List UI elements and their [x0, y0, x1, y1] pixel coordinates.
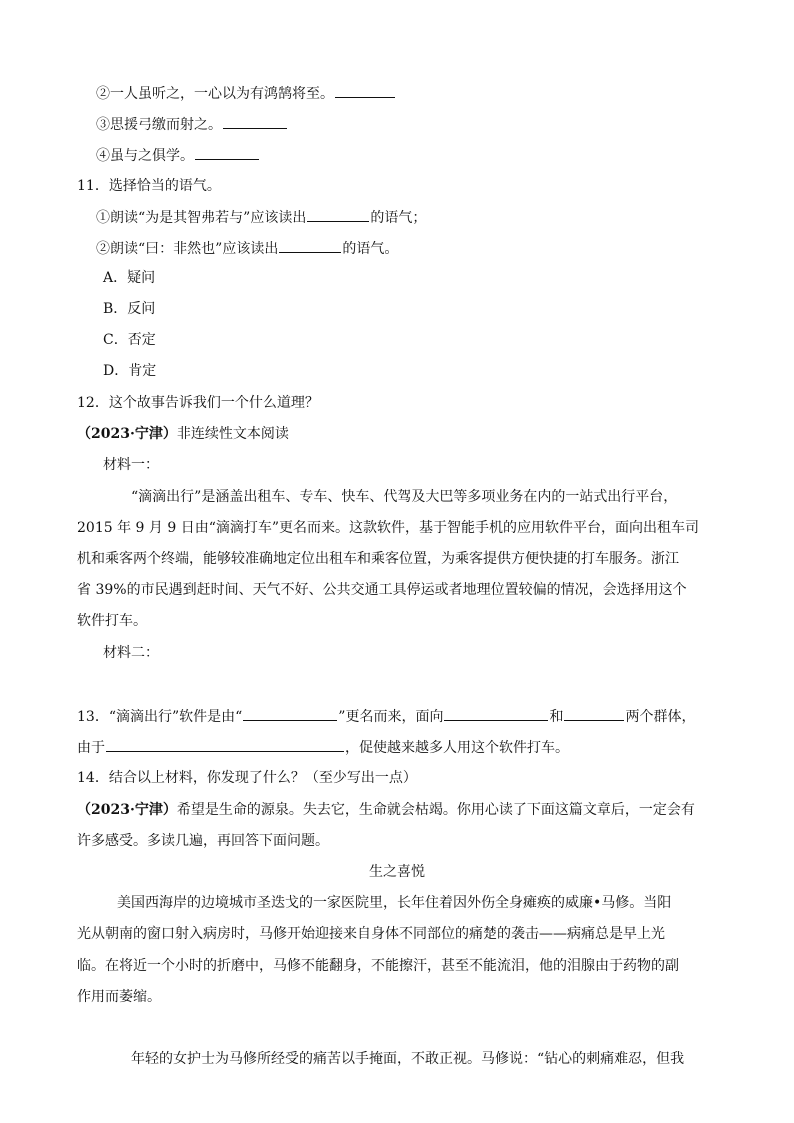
q10-item-2: ②一人虽听之，一心以为有鸿鹄将至。 — [96, 83, 396, 104]
q11-option-b[interactable]: B．反问 — [103, 301, 156, 317]
section1-heading: （2023·宁津）非连续性文本阅读 — [77, 426, 289, 442]
section2-intro-line-1: （2023·宁津）希望是生命的源泉。失去它，生命就会枯竭。你用心读了下面这篇文章后，一定会有 — [77, 802, 695, 818]
material1-line-2: 2015 年 9 月 9 日由“滴滴打车”更名而来。这款软件，基于智能手机的应用软件平台，面向出租车司 — [77, 520, 700, 536]
q11-option-a[interactable]: A．疑问 — [103, 270, 156, 286]
material1-line-1: “滴滴出行”是涵盖出租车、专车、快车、代驾及大巴等多项业务在内的一站式出行平台， — [131, 489, 678, 505]
q11-option-d[interactable]: D．肯定 — [103, 363, 157, 379]
section2-intro-line-2: 许多感受。多读几遍，再回答下面问题。 — [77, 833, 329, 849]
source-tag: （2023·宁津） — [77, 802, 177, 818]
article-line-2: 光从朝南的窗口射入病房时，马修开始迎接来自身体不同部位的痛楚的袭击——病痛总是早上光 — [77, 926, 665, 942]
answer-blank[interactable] — [195, 145, 259, 160]
q13-line-1: 13．“滴滴出行”软件是由“ ”更名而来，面向 和 两个群体， — [77, 706, 695, 727]
source-tag: （2023·宁津） — [77, 426, 177, 442]
q13-line-2: 由于 ，促使越来越多人用这个软件打车。 — [77, 737, 569, 758]
answer-blank[interactable] — [335, 83, 395, 98]
material2-label: 材料二： — [103, 645, 159, 661]
q12-title: 12．这个故事告诉我们一个什么道理？ — [77, 395, 319, 411]
answer-blank[interactable] — [307, 207, 369, 222]
answer-blank[interactable] — [564, 706, 624, 721]
article-title: 生之喜悦 — [369, 864, 425, 880]
article-line-4: 作用而萎缩。 — [77, 989, 161, 1005]
article-line-5: 年轻的女护士为马修所经受的痛苦以手掩面，不敢正视。马修说：“钻心的刺痛难忍，但我 — [131, 1051, 685, 1067]
material1-line-4: 省 39%的市民遇到赶时间、天气不好、公共交通工具停运或者地理位置较偏的情况，会选择用这个 — [77, 582, 687, 598]
q11-item-2: ②朗读“曰：非然也”应该读出 的语气。 — [96, 238, 398, 259]
q10-item-3: ③思援弓缴而射之。 — [96, 114, 288, 135]
answer-blank[interactable] — [223, 114, 287, 129]
q10-item-4: ④虽与之俱学。 — [96, 145, 260, 166]
article-line-3: 临。在将近一个小时的折磨中，马修不能翻身，不能擦汗，甚至不能流泪，他的泪腺由于药物的副 — [77, 958, 679, 974]
q11-title: 11．选择恰当的语气。 — [77, 178, 221, 194]
answer-blank[interactable] — [279, 238, 341, 253]
material1-label: 材料一： — [103, 457, 159, 473]
q14-title: 14．结合以上材料，你发现了什么？（至少写出一点） — [77, 770, 417, 786]
article-line-1: 美国西海岸的边境城市圣迭戈的一家医院里，长年住着因外伤全身瘫痪的威廉•马修。当阳 — [117, 895, 672, 911]
answer-blank[interactable] — [106, 737, 344, 752]
answer-blank[interactable] — [243, 706, 337, 721]
material1-line-5: 软件打车。 — [77, 613, 147, 629]
answer-blank[interactable] — [444, 706, 548, 721]
q11-item-1: ①朗读“为是其智弗若与”应该读出 的语气； — [96, 207, 426, 228]
q11-option-c[interactable]: C．否定 — [103, 332, 156, 348]
material1-line-3: 机和乘客两个终端，能够较准确地定位出租车和乘客位置，为乘客提供方便快捷的打车服务。浙江 — [77, 551, 679, 567]
